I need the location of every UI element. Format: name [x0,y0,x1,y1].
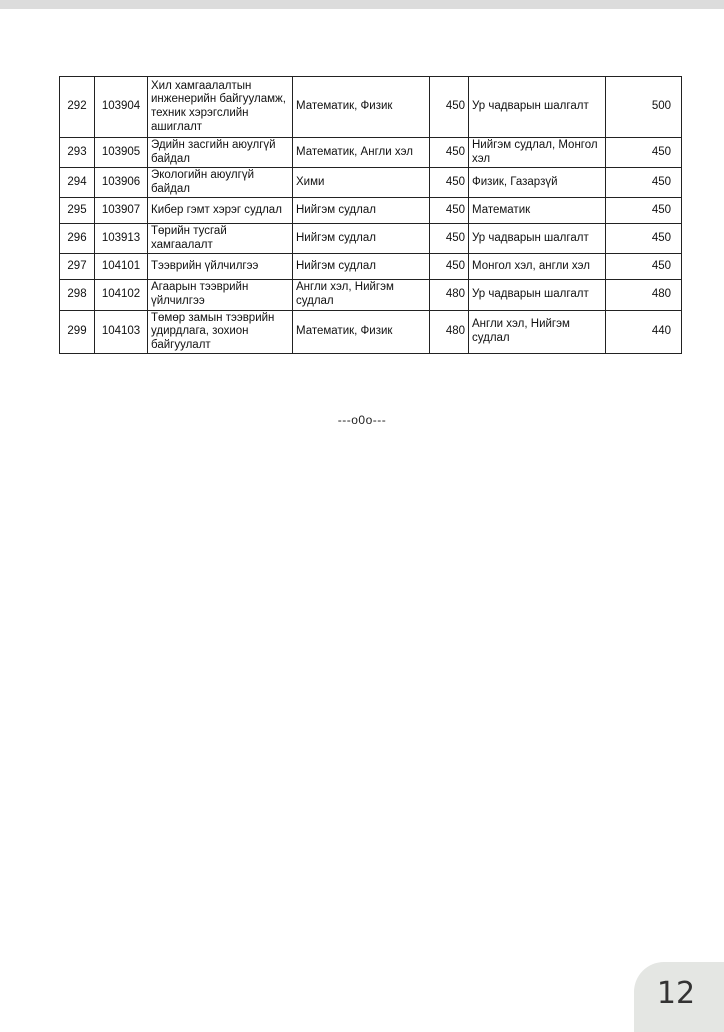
optional-score: 450 [606,138,682,168]
row-number: 294 [60,168,95,198]
optional-score: 450 [606,168,682,198]
row-number: 292 [60,77,95,138]
program-code: 103905 [95,138,148,168]
row-number: 293 [60,138,95,168]
table-row [60,254,682,280]
program-code: 104103 [95,310,148,354]
table-row [60,168,682,198]
required-subjects: Нийгэм судлал [293,198,430,224]
table-row [60,280,682,310]
table-body [60,77,682,354]
required-subjects: Математик, Физик [293,310,430,354]
required-score: 450 [430,198,469,224]
program-code: 103913 [95,224,148,254]
required-score: 450 [430,138,469,168]
row-number: 298 [60,280,95,310]
optional-subjects: Ур чадварын шалгалт [469,280,606,310]
program-name: Төмөр замын тээврийн удирдлага, зохион байгуулалт [148,310,293,354]
optional-score: 480 [606,280,682,310]
table-row [60,198,682,224]
optional-score: 500 [606,77,682,138]
page-number-badge [634,962,724,1032]
optional-score: 450 [606,198,682,224]
optional-score: 450 [606,224,682,254]
table-row [60,224,682,254]
required-score: 450 [430,168,469,198]
program-name: Хил хамгаалалтын инженерийн байгууламж, техник хэрэгслийн ашиглалт [148,77,293,138]
optional-subjects: Ур чадварын шалгалт [469,77,606,138]
program-name: Агаарын тээврийн үйлчилгээ [148,280,293,310]
optional-subjects: Математик [469,198,606,224]
row-number: 299 [60,310,95,354]
required-score: 480 [430,280,469,310]
program-code: 103907 [95,198,148,224]
program-code: 103904 [95,77,148,138]
required-subjects: Англи хэл, Нийгэм судлал [293,280,430,310]
program-name: Тээврийн үйлчилгээ [148,254,293,280]
program-table [59,76,682,354]
table-row [60,138,682,168]
optional-subjects: Англи хэл, Нийгэм судлал [469,310,606,354]
end-mark: ---o0o--- [337,413,387,427]
optional-subjects: Физик, Газарзүй [469,168,606,198]
program-name: Төрийн тусгай хамгаалалт [148,224,293,254]
optional-score: 440 [606,310,682,354]
program-name: Эдийн засгийн аюулгүй байдал [148,138,293,168]
row-number: 295 [60,198,95,224]
optional-score: 450 [606,254,682,280]
top-bar [0,0,724,9]
table-row [60,310,682,354]
program-code: 104102 [95,280,148,310]
required-subjects: Нийгэм судлал [293,224,430,254]
program-code: 103906 [95,168,148,198]
required-score: 450 [430,254,469,280]
optional-subjects: Монгол хэл, англи хэл [469,254,606,280]
table-row [60,77,682,138]
optional-subjects: Ур чадварын шалгалт [469,224,606,254]
required-score: 450 [430,77,469,138]
row-number: 296 [60,224,95,254]
row-number: 297 [60,254,95,280]
program-code: 104101 [95,254,148,280]
required-subjects: Математик, Физик [293,77,430,138]
required-subjects: Нийгэм судлал [293,254,430,280]
page-number: 12 [656,976,696,1011]
required-score: 480 [430,310,469,354]
program-name: Кибер гэмт хэрэг судлал [148,198,293,224]
required-score: 450 [430,224,469,254]
program-name: Экологийн аюулгүй байдал [148,168,293,198]
optional-subjects: Нийгэм судлал, Монгол хэл [469,138,606,168]
required-subjects: Математик, Англи хэл [293,138,430,168]
required-subjects: Хими [293,168,430,198]
